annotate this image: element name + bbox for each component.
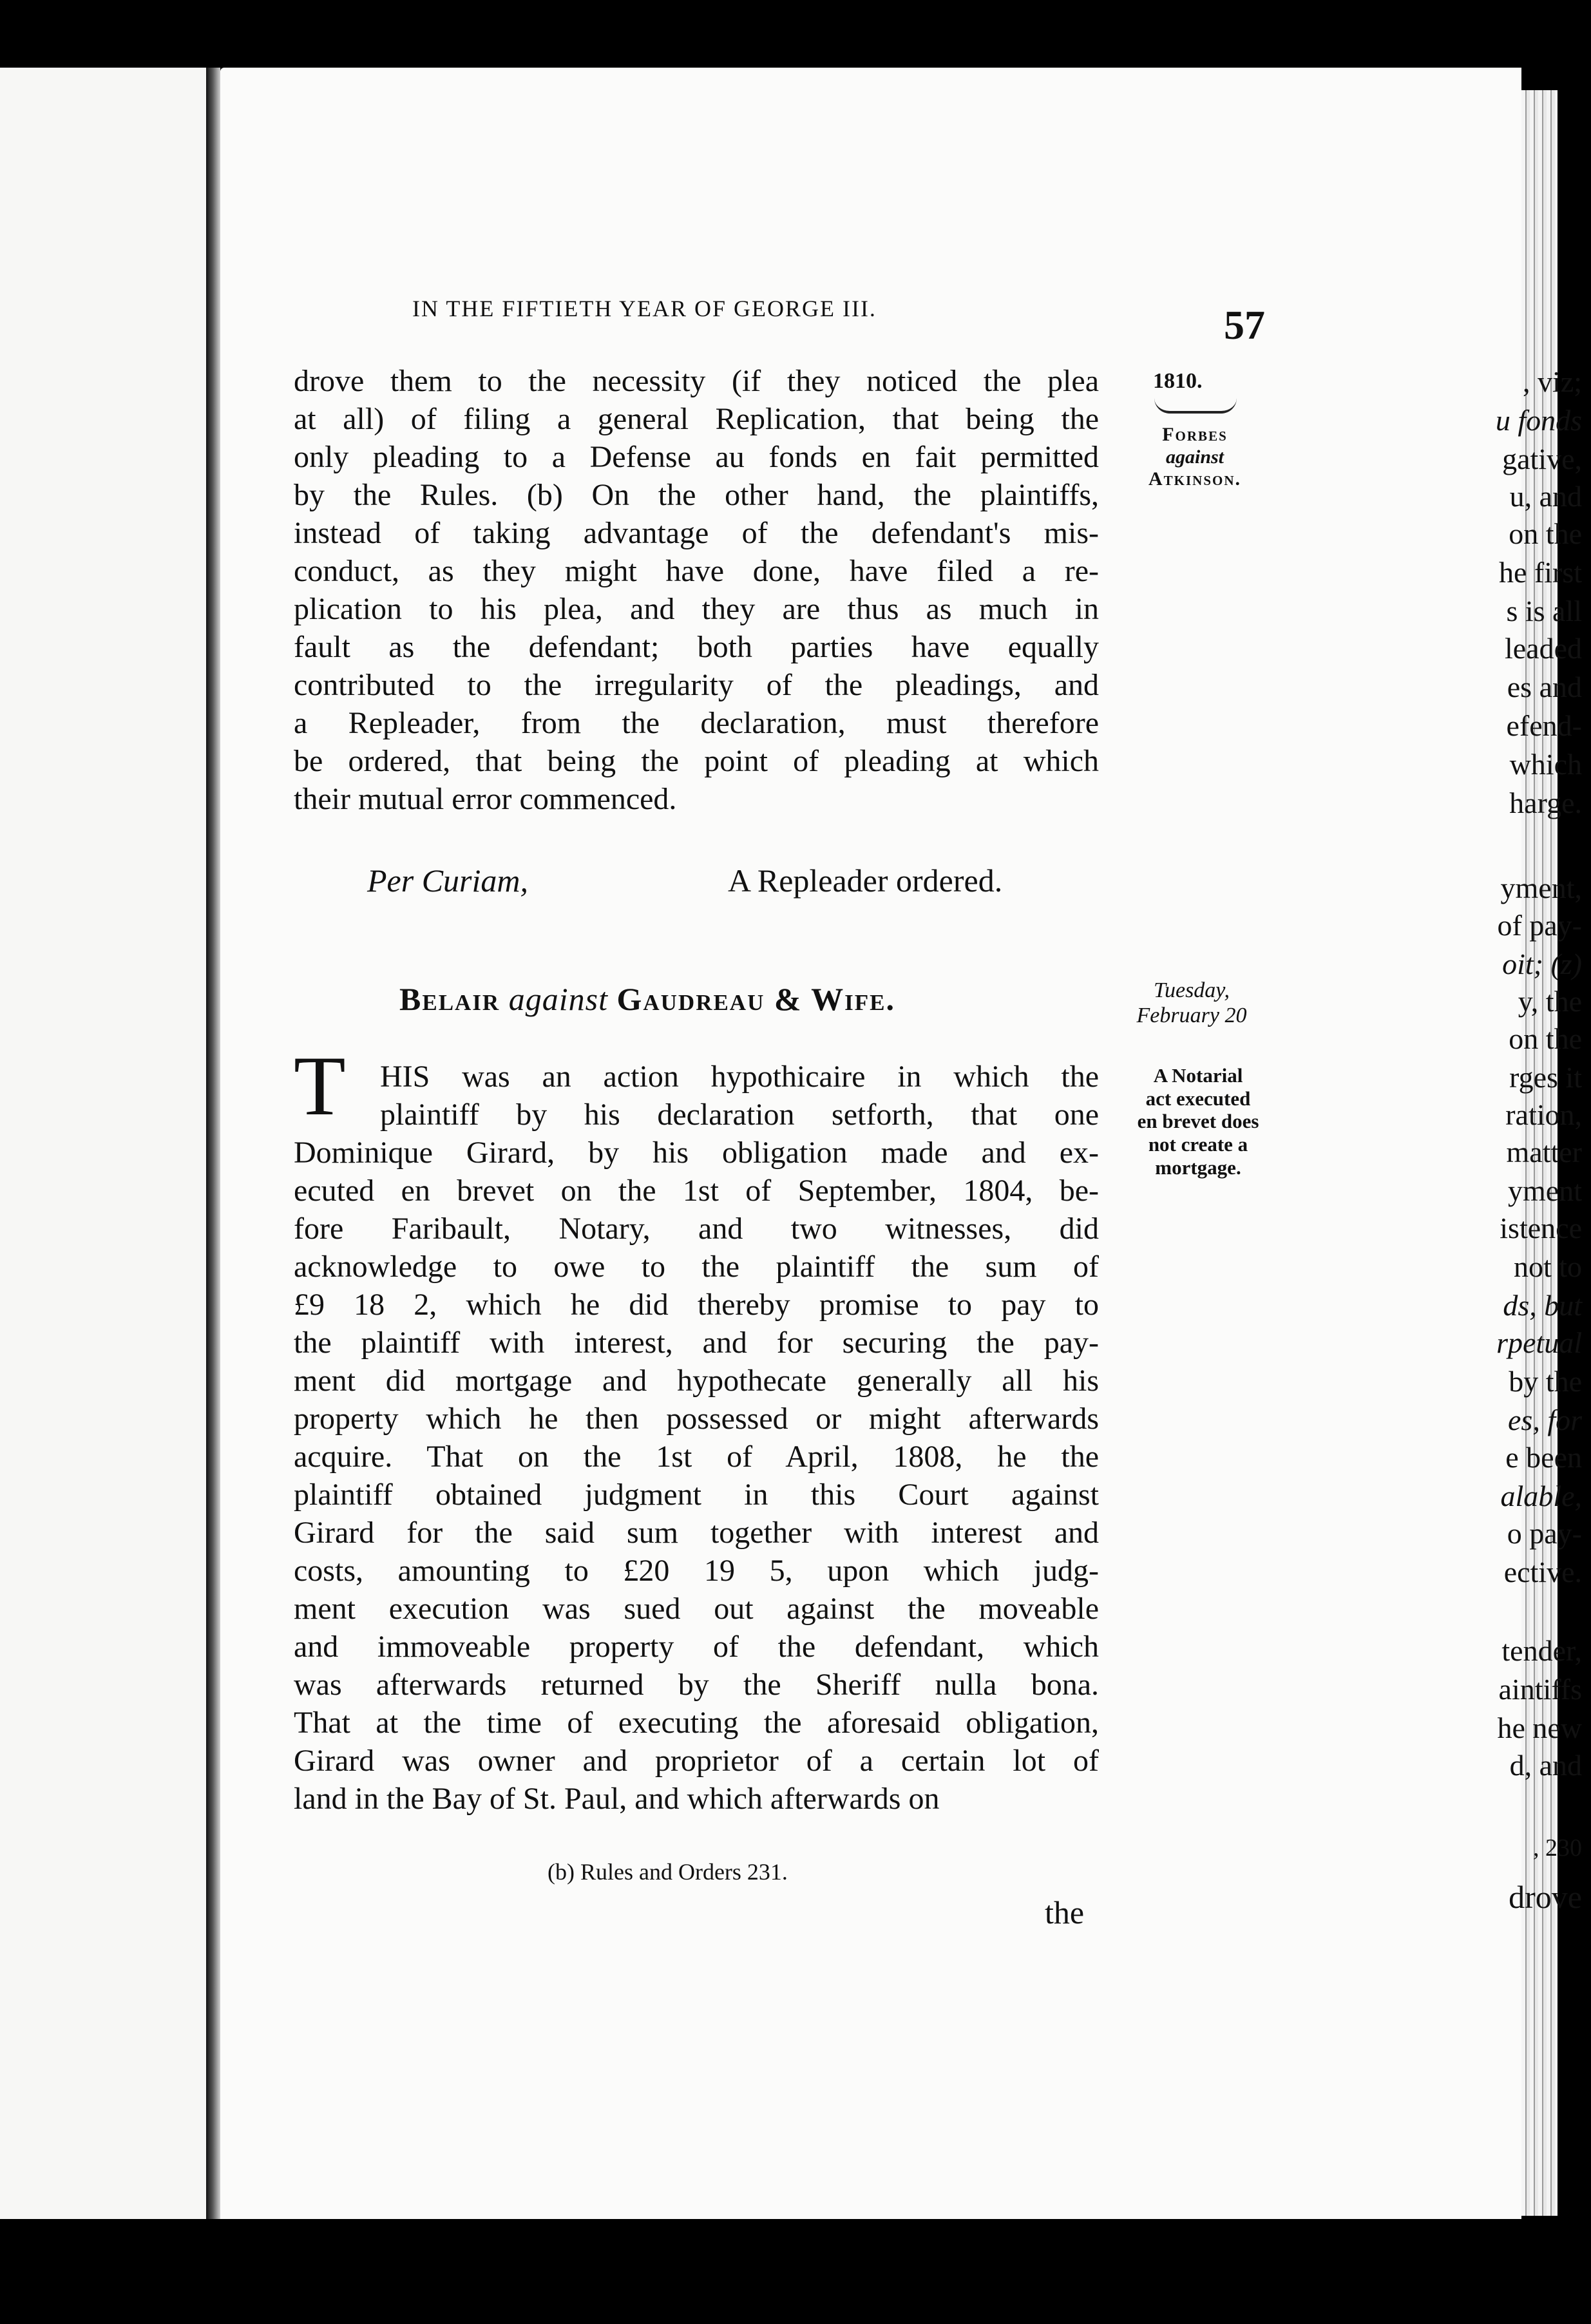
- left-page: [0, 68, 208, 2219]
- left-page-fragment: o pay-: [1507, 1517, 1582, 1550]
- book-gutter: [206, 68, 220, 2219]
- left-page-fragment: e been: [1505, 1441, 1582, 1474]
- text-line: by the Rules. (b) On the other hand, the plaintiffs,: [294, 478, 1099, 512]
- running-head: IN THE FIFTIETH YEAR OF GEORGE III.: [412, 296, 877, 321]
- text-line: at all) of filing a general Replication, that being the: [294, 402, 1099, 436]
- drop-capital: T: [294, 1038, 346, 1133]
- headnote-line: en brevet does: [1137, 1110, 1259, 1133]
- left-page-fragment: alable,: [1500, 1480, 1582, 1512]
- left-page-fragment: not to: [1513, 1250, 1582, 1283]
- left-page-fragment: s is all: [1506, 595, 1582, 627]
- headnote-line: not create a: [1148, 1132, 1248, 1156]
- left-page-fragment: efend-: [1506, 709, 1582, 742]
- headnote-line: act executed: [1145, 1087, 1251, 1110]
- left-page-fragment: matter: [1506, 1136, 1582, 1168]
- text-line: their mutual error commenced.: [294, 782, 677, 816]
- case-plaintiff: Belair: [399, 981, 500, 1017]
- left-page-fragment: by the: [1509, 1365, 1582, 1398]
- left-page-fragment: u, and: [1509, 480, 1582, 513]
- text-line: HIS was an action hypothicaire in which the: [380, 1060, 1099, 1094]
- text-line: £9 18 2, which he did thereby promise to pay to: [294, 1288, 1099, 1322]
- margin-case-plaintiff: Forbes: [1162, 424, 1228, 445]
- text-line: instead of taking advantage of the defendant's mis-: [294, 516, 1099, 550]
- text-line: land in the Bay of St. Paul, and which afterwards on: [294, 1782, 940, 1816]
- left-page-fragment: y, the: [1518, 985, 1582, 1018]
- text-line: costs, amounting to £20 19 5, upon which judg-: [294, 1554, 1099, 1588]
- left-page-fragment: gative,: [1502, 443, 1582, 475]
- text-line: plaintiff by his declaration setforth, that one: [380, 1098, 1099, 1132]
- headnote-line: A Notarial: [1153, 1064, 1243, 1087]
- text-line: a Repleader, from the declaration, must therefore: [294, 706, 1099, 740]
- case-defendants: Gaudreau & Wife.: [616, 981, 895, 1017]
- text-line: drove them to the necessity (if they noticed the plea: [294, 364, 1099, 398]
- text-line: was afterwards returned by the Sheriff nulla bona.: [294, 1668, 1099, 1702]
- headnote-line: mortgage.: [1155, 1156, 1241, 1179]
- left-page-fragment: he new: [1497, 1711, 1582, 1744]
- date-month: February 20: [1136, 1004, 1247, 1028]
- text-line: conduct, as they might have done, have filed a re-: [294, 554, 1099, 588]
- page-number: 57: [1224, 302, 1265, 348]
- scan-bottom-border: [0, 2219, 1591, 2324]
- left-page-fragment: yment,: [1500, 872, 1582, 904]
- left-page-fragment: he first: [1498, 556, 1582, 589]
- text-line: That at the time of executing the aforesaid obligation,: [294, 1706, 1099, 1740]
- text-line: plication to his plea, and they are thus as much in: [294, 592, 1099, 626]
- left-page-fragment: aintiffs: [1498, 1673, 1582, 1706]
- left-page-fragment: ective.: [1503, 1556, 1582, 1588]
- per-curiam-line: [367, 862, 1003, 899]
- text-line: Girard for the said sum together with interest and: [294, 1516, 1099, 1550]
- text-line: ment did mortgage and hypothecate generally all his: [294, 1364, 1099, 1398]
- left-page-fragment: leaded: [1504, 632, 1582, 665]
- margin-brace: [1154, 398, 1237, 414]
- left-page-fragment: , viz;: [1523, 365, 1582, 398]
- margin-year: 1810.: [1153, 369, 1203, 393]
- text-line: be ordered, that being the point of pleading at which: [294, 744, 1099, 778]
- left-page-fragment: istence: [1500, 1212, 1582, 1244]
- text-line: acknowledge to owe to the plaintiff the sum of: [294, 1250, 1099, 1284]
- text-line: ecuted en brevet on the 1st of September, 1804, be-: [294, 1174, 1099, 1208]
- catchword: the: [1045, 1894, 1085, 1930]
- text-line: and immoveable property of the defendant, which: [294, 1630, 1099, 1664]
- left-page-fragment: es and: [1507, 671, 1582, 703]
- date-day: Tuesday,: [1153, 978, 1230, 1002]
- left-page-fragment: yment: [1508, 1174, 1582, 1207]
- footnote: (b) Rules and Orders 231.: [548, 1859, 788, 1885]
- left-page-fragment: ration,: [1505, 1098, 1582, 1131]
- text-line: Dominique Girard, by his obligation made and ex-: [294, 1136, 1099, 1170]
- text-line: only pleading to a Defense au fonds en fait permitted: [294, 440, 1099, 474]
- margin-case-citation: [1138, 424, 1252, 491]
- text-line: fault as the defendant; both parties have equally: [294, 630, 1099, 664]
- margin-case-against: against: [1165, 446, 1224, 468]
- verdict: A Repleader ordered.: [728, 862, 1003, 899]
- left-page-fragment: u fonds: [1495, 404, 1582, 437]
- case-against: against: [508, 981, 608, 1017]
- text-line: Girard was owner and proprietor of a certain lot of: [294, 1744, 1099, 1778]
- text-line: fore Faribault, Notary, and two witnesses, did: [294, 1212, 1099, 1246]
- left-catchword: drove: [1509, 1879, 1582, 1915]
- text-line: property which he then possessed or might afterwards: [294, 1402, 1099, 1436]
- per-curiam: Per Curiam,: [367, 862, 528, 899]
- left-page-fragment: oit; (z): [1502, 948, 1582, 980]
- left-page-fragment: which: [1509, 748, 1582, 781]
- text-line: contributed to the irregularity of the pleadings, and: [294, 668, 1099, 702]
- left-page-fragment: on the: [1509, 517, 1582, 550]
- left-page-fragment: rges it: [1509, 1061, 1582, 1094]
- case-title: [399, 980, 895, 1018]
- left-page-fragment: rpetual: [1496, 1326, 1582, 1359]
- left-page-fragment: ds, but: [1503, 1289, 1582, 1322]
- left-page-fragment: of pay-: [1497, 909, 1582, 942]
- left-page-fragment: harge.: [1509, 786, 1582, 819]
- left-page-fragment: es, for: [1508, 1404, 1582, 1436]
- left-footnote: , 230: [1533, 1834, 1582, 1862]
- text-line: the plaintiff with interest, and for securing the pay-: [294, 1326, 1099, 1360]
- text-line: plaintiff obtained judgment in this Court against: [294, 1478, 1099, 1512]
- left-page-fragment: on the: [1509, 1022, 1582, 1055]
- text-line: acquire. That on the 1st of April, 1808, he the: [294, 1440, 1099, 1474]
- text-line: ment execution was sued out against the moveable: [294, 1592, 1099, 1626]
- date-note: [1121, 978, 1262, 1028]
- headnote: [1134, 1064, 1262, 1179]
- margin-case-defendant: Atkinson.: [1148, 468, 1242, 490]
- left-page-fragment: tender,: [1501, 1634, 1582, 1667]
- left-page-fragment: d, and: [1509, 1749, 1582, 1782]
